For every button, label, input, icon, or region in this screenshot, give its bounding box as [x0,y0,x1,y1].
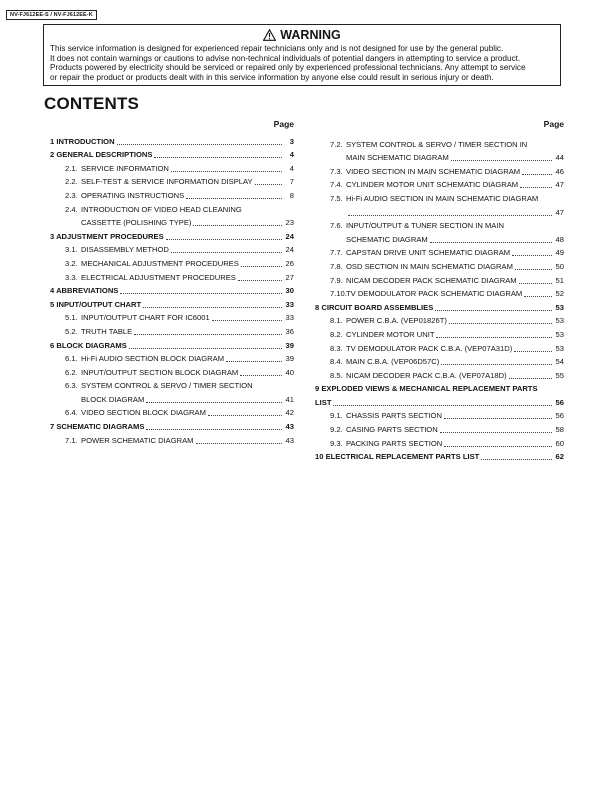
toc-entry[interactable] [309,245,564,259]
toc-entry-page: 40 [285,367,294,377]
toc-entry-number: 5.2. [65,326,78,336]
toc-entry-page: 47 [555,207,564,217]
toc-entry-number: 8.1. [330,316,343,326]
toc-entry-page: 8 [289,190,294,200]
toc-entry-number: 2.4. [65,204,78,214]
dot-leader [166,238,282,240]
toc-entry-text: NICAM DECODER PACK C.B.A. (VEP07A18D) [346,370,507,380]
toc-entry[interactable] [44,323,294,337]
toc-entry-text: CHASSIS PARTS SECTION [346,411,442,421]
toc-entry-page: 55 [555,370,564,380]
toc-entry[interactable] [309,204,564,218]
toc-left-list [44,133,294,446]
toc-entry-title [330,344,512,354]
toc-entry-page: 23 [285,218,294,228]
toc-entry-page: 27 [285,272,294,282]
dot-leader [520,186,552,188]
model-number-tag: NV-FJ612EE-S / NV-FJ612EE-K [6,10,97,20]
toc-entry-title [330,180,518,190]
warning-title: WARNING [280,28,341,42]
dot-leader [515,268,552,270]
toc-entry-title [330,276,517,286]
toc-entry-title [330,425,438,435]
toc-entry-number: 6.3. [65,381,78,391]
toc-entry[interactable] [309,340,564,354]
toc-entry[interactable] [44,174,294,188]
toc-entry-text: MAIN C.B.A. (VEP06D57C) [346,357,440,367]
dot-leader [226,360,282,362]
toc-entry-text: OSD SECTION IN MAIN SCHEMATIC DIAGRAM [346,261,513,271]
toc-entry-text: INPUT/OUTPUT CHART FOR IC6001 [81,313,210,323]
toc-entry-page: 39 [285,354,294,364]
toc-entry-title [65,313,210,323]
toc-entry[interactable] [309,299,564,313]
dot-leader [449,322,552,324]
dot-leader [120,292,282,294]
toc-entry-number: 2.3. [65,190,78,200]
dot-leader [117,143,282,145]
toc-entry-number: 6 [50,340,55,350]
toc-entry-page: 39 [285,340,294,350]
toc-entry-number: 7.9. [330,275,343,285]
toc-entry[interactable] [44,228,294,242]
dot-leader [444,445,552,447]
toc-entry-title [330,167,520,177]
toc-entry[interactable] [44,391,294,405]
dot-leader [540,201,552,202]
toc-entry-number: 7.6. [330,221,343,231]
toc-entry-number: 6.2. [65,367,78,377]
toc-entry-page: 47 [555,180,564,190]
toc-entry-number: 7 [50,422,55,432]
warning-triangle-icon [263,29,276,41]
dot-leader [512,254,552,256]
dot-leader [241,265,282,267]
toc-entry[interactable] [309,231,564,245]
toc-entry-page: 51 [555,275,564,285]
warning-line: It does not contain warnings or cautions to advise non-technical individuals of potential dangers in attempting to service a product. [50,53,521,63]
toc-entry-text: VIDEO SECTION BLOCK DIAGRAM [81,408,206,418]
dot-leader [333,404,552,406]
toc-entry-page: 60 [555,438,564,448]
toc-entry-page: 33 [285,313,294,323]
toc-entry-title [330,140,527,150]
dot-leader [529,147,552,148]
toc-entry-title [330,248,510,258]
dot-leader [435,309,552,311]
toc-entry-page: 42 [285,408,294,418]
toc-entry-page: 48 [555,234,564,244]
toc-entry-number: 7.8. [330,261,343,271]
toc-entry-page: 49 [555,248,564,258]
toc-entry-number: 9.3. [330,438,343,448]
toc-entry-number: 6.1. [65,354,78,364]
toc-entry-text: BLOCK DIAGRAMS [56,340,127,350]
dot-leader [540,391,552,392]
toc-entry-text: SYSTEM CONTROL & SERVO / TIMER SECTION [81,381,253,391]
toc-entry-page: 46 [555,166,564,176]
toc-entry-title [65,177,253,187]
toc-entry-number: 8.2. [330,329,343,339]
toc-entry-page: 62 [555,452,564,462]
toc-entry-text: POWER C.B.A. (VEP01826T) [346,316,447,326]
toc-entry-text: MAIN SCHEMATIC DIAGRAM [346,153,449,163]
toc-entry-number: 7.1. [65,435,78,445]
toc-entry[interactable] [309,218,564,232]
warning-box [43,24,561,86]
toc-entry[interactable] [309,435,564,449]
toc-entry-text: SCHEMATIC DIAGRAM [346,234,428,244]
toc-entry-text: TV DEMODULATOR PACK SCHEMATIC DIAGRAM [346,289,523,299]
toc-entry-number: 8.3. [330,343,343,353]
toc-entry-page: 26 [285,258,294,268]
toc-entry-text: GENERAL DESCRIPTIONS [56,150,153,160]
toc-entry[interactable] [44,364,294,378]
toc-entry-page: 50 [555,261,564,271]
toc-entry[interactable] [309,258,564,272]
dot-leader [240,374,282,376]
dot-leader [196,442,282,444]
toc-entry-title [330,439,442,449]
toc-entry-text: VIDEO SECTION IN MAIN SCHEMATIC DIAGRAM [346,166,521,176]
toc-entry-title [315,452,479,462]
toc-entry-text: OPERATING INSTRUCTIONS [81,190,185,200]
toc-entry-title [65,273,236,283]
toc-entry[interactable] [44,418,294,432]
toc-entry-title [330,411,442,421]
toc-entry[interactable] [309,354,564,368]
dot-leader [348,214,552,216]
toc-entry-number: 7.4. [330,180,343,190]
dot-leader [143,306,282,308]
toc-entry-text: CAPSTAN DRIVE UNIT SCHEMATIC DIAGRAM [346,248,511,258]
toc-entry-text: CYLINDER MOTOR UNIT SCHEMATIC DIAGRAM [346,180,519,190]
dot-leader [522,173,552,175]
toc-entry-text: SCHEMATIC DIAGRAMS [56,422,145,432]
toc-entry-text: INPUT/OUTPUT CHART [56,299,142,309]
toc-entry-number: 3.2. [65,258,78,268]
toc-entry[interactable] [44,269,294,283]
toc-entry-number: 8.5. [330,370,343,380]
dot-leader [255,388,282,389]
toc-entry-text: MECHANICAL ADJUSTMENT PROCEDURES [81,258,239,268]
toc-entry-text: SERVICE INFORMATION [81,163,169,173]
toc-entry-title [65,205,242,215]
dot-leader [430,241,552,243]
dot-leader [212,319,282,321]
toc-entry[interactable] [309,163,564,177]
toc-entry[interactable] [44,215,294,229]
toc-entry-number: 1 [50,136,55,146]
dot-leader [514,350,552,352]
toc-entry-page: 52 [555,289,564,299]
toc-entry-text: SYSTEM CONTROL & SERVO / TIMER SECTION IN [346,139,528,149]
toc-right-list [309,136,564,462]
toc-entry-page: 24 [285,245,294,255]
toc-entry[interactable] [309,286,564,300]
dot-leader [193,224,282,226]
toc-entry[interactable] [44,405,294,419]
toc-entry-text: CYLINDER MOTOR UNIT [346,329,435,339]
toc-entry-title [65,368,238,378]
toc-entry-text: SELF-TEST & SERVICE INFORMATION DISPLAY [81,177,253,187]
toc-entry-page: 4 [289,163,294,173]
toc-entry-number: 5 [50,299,55,309]
toc-entry[interactable] [309,394,564,408]
toc-entry[interactable] [309,313,564,327]
dot-leader [208,414,282,416]
toc-entry-number: 9.2. [330,425,343,435]
toc-entry-text: CASING PARTS SECTION [346,425,438,435]
toc-entry-title [50,137,115,147]
dot-leader [519,282,552,284]
toc-entry[interactable] [44,242,294,256]
toc-entry-page: 58 [555,425,564,435]
toc-entry-number: 3.1. [65,245,78,255]
toc-entry-page: 53 [555,316,564,326]
toc-entry-text: Hi-Fi AUDIO SECTION BLOCK DIAGRAM [81,354,225,364]
toc-entry-text: LIST [315,397,332,407]
toc-entry-title [65,381,253,391]
dot-leader [444,417,552,419]
toc-entry-page: 43 [285,435,294,445]
warning-line: Products powered by electricity should be serviced or repaired only by experienced professional technicians. Any attempt to service [50,63,526,73]
dot-leader [146,401,282,403]
toc-entry-number: 7.10. [330,289,347,299]
toc-entry-text: CIRCUIT BOARD ASSEMBLIES [321,302,434,312]
toc-entry[interactable] [44,378,294,392]
toc-entry-page: 43 [285,422,294,432]
toc-entry-number: 7.2. [330,139,343,149]
toc-entry-title [346,235,428,245]
toc-entry[interactable] [309,272,564,286]
toc-entry-page: 53 [555,343,564,353]
toc-entry-number: 10 [315,452,324,462]
toc-entry-title [346,153,449,163]
toc-left-column [44,117,294,446]
warning-line: or repair the product or products dealt with in this service information by anyone else could result in serious injury or death. [50,72,494,82]
toc-entry[interactable] [44,310,294,324]
dot-leader [244,212,282,213]
toc-entry-page: 56 [555,397,564,407]
toc-right-column [309,117,564,462]
toc-entry-page: 4 [289,150,294,160]
toc-entry-title [65,245,169,255]
toc-entry-title [50,300,141,310]
toc-entry-title [330,194,538,204]
toc-entry-text: INPUT/OUTPUT & TUNER SECTION IN MAIN [346,221,504,231]
dot-leader [171,251,282,253]
toc-entry-number: 9.1. [330,411,343,421]
toc-entry-number: 2.2. [65,177,78,187]
toc-entry-text: Hi-Fi AUDIO SECTION IN MAIN SCHEMATIC DIAGRAM [346,193,539,203]
toc-entry-text: CASSETTE (POLISHING TYPE) [81,218,192,228]
dot-leader [506,228,552,229]
toc-entry-number: 9 [315,384,320,394]
toc-entry-text: TRUTH TABLE [81,326,133,336]
toc-entry-title [315,398,331,408]
toc-entry-title [65,164,169,174]
toc-entry-number: 5.1. [65,313,78,323]
dot-leader [441,363,552,365]
dot-leader [436,336,552,338]
toc-entry[interactable] [44,283,294,297]
dot-leader [129,347,282,349]
page-column-header: Page [273,119,294,129]
toc-entry-title [330,371,507,381]
dot-leader [440,431,552,433]
toc-entry-page: 56 [555,411,564,421]
toc-entry-title [81,395,144,405]
toc-entry-title [315,303,433,313]
toc-entry-number: 2.1. [65,163,78,173]
toc-entry-title [330,357,439,367]
toc-entry-number: 6.4. [65,408,78,418]
toc-entry-number: 8.4. [330,357,343,367]
toc-entry-title [50,286,118,296]
toc-entry-number: 3 [50,231,55,241]
toc-entry-title [50,341,127,351]
toc-entry-number: 2 [50,150,55,160]
warning-text [44,44,560,82]
toc-entry[interactable] [44,160,294,174]
dot-leader [146,428,282,430]
contents-title: CONTENTS [44,94,140,113]
toc-entry-page: 54 [555,357,564,367]
toc-entry[interactable] [309,150,564,164]
toc-entry[interactable] [309,408,564,422]
toc-entry-text: EXPLODED VIEWS & MECHANICAL REPLACEMENT PARTS [321,384,538,394]
toc-entry-title [330,330,434,340]
toc-entry-number: 3.3. [65,272,78,282]
toc-entry[interactable] [44,432,294,446]
dot-leader [134,333,282,335]
toc-entry[interactable] [44,296,294,310]
toc-entry-page: 53 [555,329,564,339]
toc-entry-title [330,289,522,299]
toc-entry[interactable] [44,351,294,365]
toc-entry-text: INPUT/OUTPUT SECTION BLOCK DIAGRAM [81,367,239,377]
toc-entry-page: 41 [285,394,294,404]
toc-entry-title [81,218,191,228]
toc-entry-text: ELECTRICAL REPLACEMENT PARTS LIST [325,452,480,462]
toc-entry-text: ELECTRICAL ADJUSTMENT PROCEDURES [81,272,236,282]
toc-entry-text: ABBREVIATIONS [56,286,119,296]
toc-entry-title [65,354,224,364]
toc-entry-title [65,191,184,201]
toc-entry[interactable] [309,177,564,191]
toc-entry-text: POWER SCHEMATIC DIAGRAM [81,435,194,445]
toc-entry-text: BLOCK DIAGRAM [81,394,145,404]
dot-leader [171,170,282,172]
toc-entry-page: 36 [285,326,294,336]
toc-entry-title [65,408,206,418]
toc-entry-text: INTRODUCTION OF VIDEO HEAD CLEANING [81,204,242,214]
toc-entry-number: 4 [50,286,55,296]
toc-entry-title [330,316,447,326]
toc-entry[interactable] [44,187,294,201]
toc-entry-page: 33 [285,299,294,309]
dot-leader [186,197,282,199]
dot-leader [509,377,552,379]
toc-entry-title [330,262,513,272]
warning-heading [44,28,560,43]
toc-entry-title [50,150,152,160]
toc-entry[interactable] [309,326,564,340]
toc-entry-number: 7.5. [330,193,343,203]
toc-entry-number: 8 [315,302,320,312]
toc-entry-text: TV DEMODULATOR PACK C.B.A. (VEP07A31D) [346,343,513,353]
toc-entry-number: 7.3. [330,166,343,176]
toc-entry[interactable] [309,367,564,381]
toc-entry[interactable] [309,449,564,463]
dot-leader [154,156,282,158]
toc-entry-title [315,384,538,394]
toc-entry[interactable] [44,201,294,215]
page-column-header: Page [543,119,564,129]
dot-leader [481,458,552,460]
toc-entry[interactable] [44,133,294,147]
toc-entry[interactable] [44,255,294,269]
toc-entry-title [50,232,164,242]
toc-entry[interactable] [309,421,564,435]
toc-entry-number: 7.7. [330,248,343,258]
toc-entry-title [65,327,132,337]
dot-leader [524,295,552,297]
toc-entry[interactable] [309,136,564,150]
toc-entry-text: INTRODUCTION [56,136,115,146]
toc-entry[interactable] [309,190,564,204]
toc-entry-title [65,436,194,446]
dot-leader [238,279,282,281]
toc-entry[interactable] [44,147,294,161]
toc-entry[interactable] [44,337,294,351]
dot-leader [255,183,282,185]
toc-entry-text: PACKING PARTS SECTION [346,438,443,448]
toc-entry-page: 30 [285,286,294,296]
toc-entry-page: 7 [289,177,294,187]
dot-leader [451,159,552,161]
toc-entry-page: 44 [555,153,564,163]
toc-entry-text: ADJUSTMENT PROCEDURES [56,231,164,241]
toc-entry-title [50,422,144,432]
toc-entry-page: 24 [285,231,294,241]
toc-entry[interactable] [309,381,564,395]
toc-entry-page: 3 [289,136,294,146]
warning-line: This service information is designed for experienced repair technicians only and is not designed for use by the general public. [50,44,504,53]
toc-entry-text: DISASSEMBLY METHOD [81,245,169,255]
toc-entry-page: 53 [555,302,564,312]
toc-entry-text: NICAM DECODER PACK SCHEMATIC DIAGRAM [346,275,517,285]
toc-entry-title [330,221,504,231]
toc-entry-title [65,259,239,269]
